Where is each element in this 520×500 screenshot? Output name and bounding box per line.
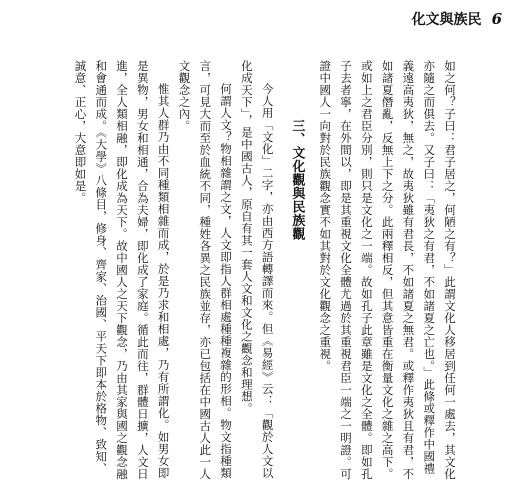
page-number: 6: [491, 10, 502, 28]
running-title: 化文與族民: [411, 12, 482, 28]
body-paragraph: 惟其人群乃由不同種類相雜而成，於是乃求和相處，乃有所謂化。如男女即是異物，男女和相通，合為夫婦，即化成了家庭。循此而往，群體日擴，人文日進，全人類相融，即化成為天下。故中國人之天下觀念，乃由其家與國之觀念融和會通而成。《大學》八條目，修身、齊家、治國、平天下即本於格物、致知、誠意、正心，大意即如是。: [73, 60, 171, 480]
body-paragraph: 如之何？子曰：君子居之，何陋之有？」此謂文化人移居到任何一處去，其文化亦隨之而俱去。又子曰：「夷狄之有君，不如諸夏之亡也。」此條或釋作中國禮義遠高夷狄，無之，故夷狄雖有君長，不如諸夏之無君。或釋作夷狄且有君，不如諸夏僭亂，反無上下之分。此兩釋相反，但其意皆重在衡量文化之雜之高下。或如上之君臣分別，則只是文化之一端。故如孔子此章雖是文化之全體。即如孔子去者寧，在外間以，即是其重視文化全體尤過於其重視君臣一端之一明證。可證中國人一向對於民族觀念實不如其對於文化觀念之重視。: [318, 60, 457, 480]
body-paragraph: 何謂人文？物相雜謂之文，人文即指人群相處種種複雜的形相。物文指種類言，可見大而至於血統不同，種姓各異之民族並存，亦已包括在中國古人此一人文觀念之內。: [177, 60, 234, 480]
body-paragraph: 今人用「文化」二字，亦由西方語轉譯而來。但《易經》云：「觀於人文以化成天下」，是中國古人，原自有其一套人文和文化之觀念和理想。: [239, 60, 275, 479]
page-body: [50, 60, 460, 480]
running-header: [412, 9, 502, 29]
section-heading: 三、文化觀與民族觀: [289, 118, 305, 240]
